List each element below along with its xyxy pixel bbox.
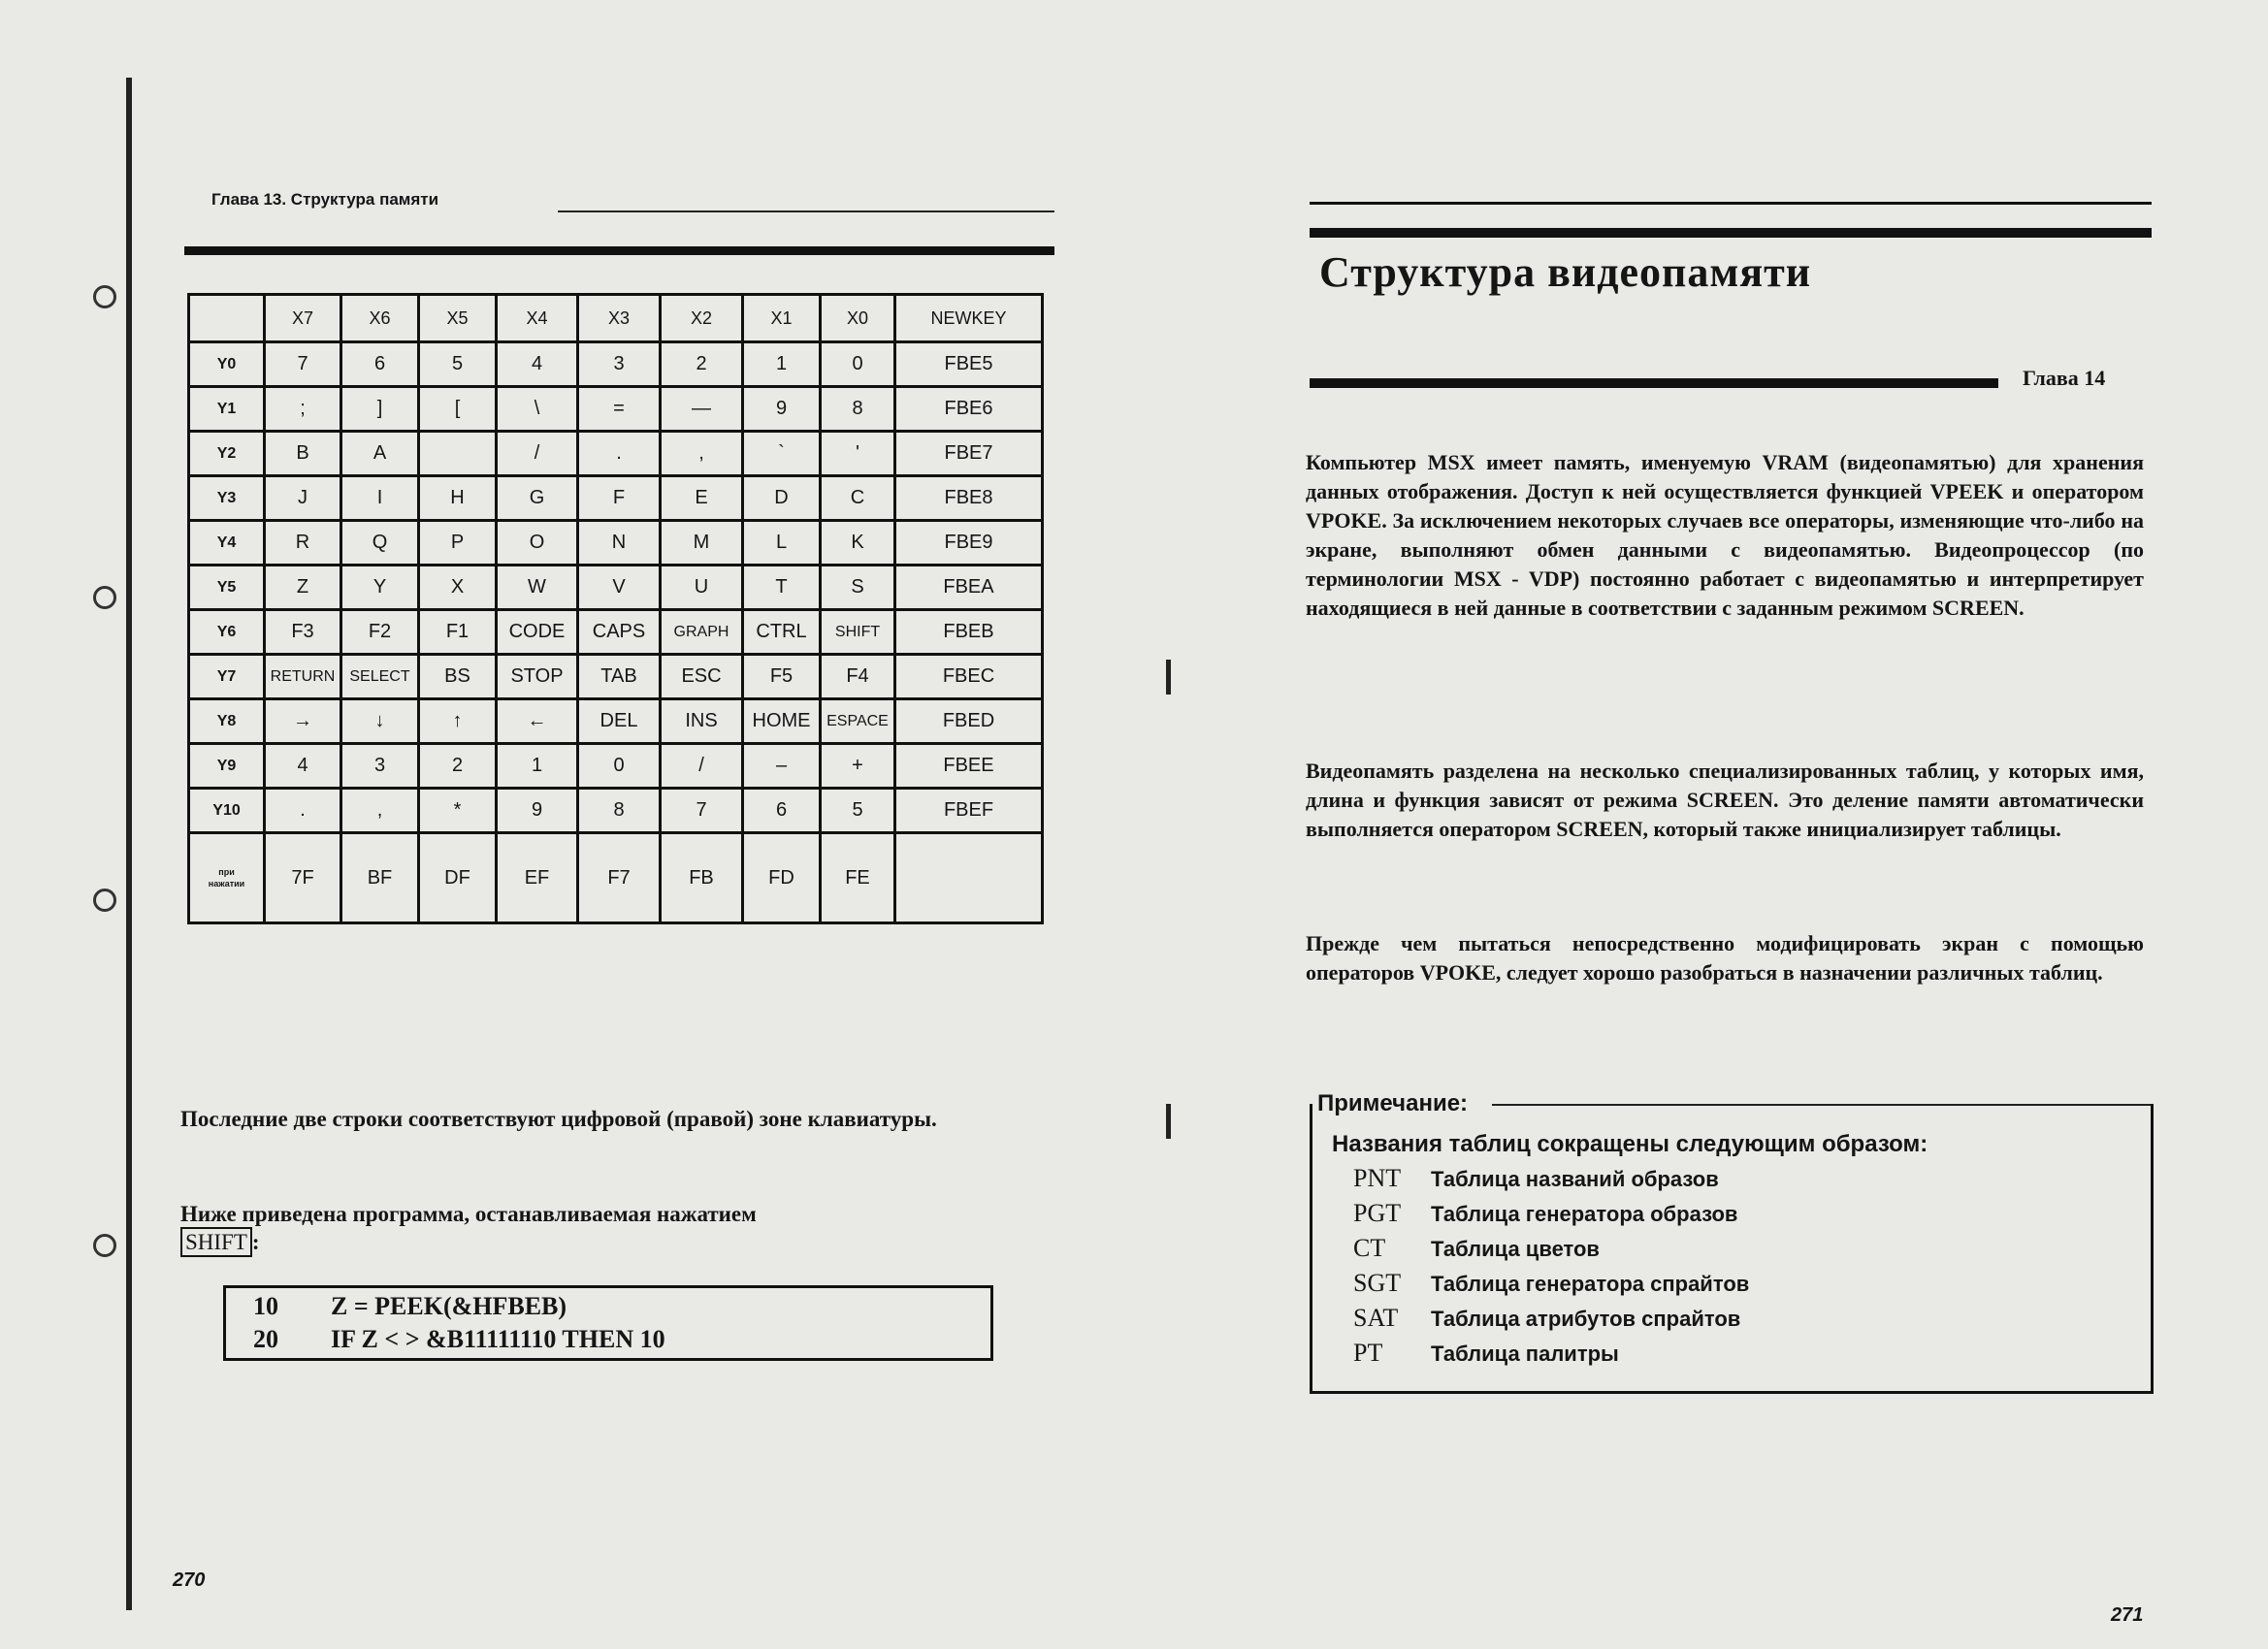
table-cell: 6: [743, 789, 821, 833]
table-cell: HOME: [743, 699, 821, 744]
table-cell: 3: [341, 744, 419, 789]
table-cell: F5: [743, 655, 821, 699]
row-label: Y6: [189, 610, 265, 655]
code-line: [253, 1325, 665, 1354]
table-cell: 1: [743, 342, 821, 387]
table-cell: DF: [419, 833, 497, 923]
table-cell: FBEC: [895, 655, 1043, 699]
table-cell: H: [419, 476, 497, 521]
header-cell: X7: [265, 295, 341, 342]
table-cell: 4: [265, 744, 341, 789]
table-cell: FBE7: [895, 432, 1043, 476]
keyboard-matrix-table: [187, 293, 1044, 924]
table-cell: 8: [578, 789, 661, 833]
table-cell: U: [661, 566, 743, 610]
header-cell: X2: [661, 295, 743, 342]
table-cell: K: [821, 521, 895, 566]
row-label: Y7: [189, 655, 265, 699]
table-cell: [: [419, 387, 497, 432]
table-cell: F3: [265, 610, 341, 655]
margin-mark: [1166, 660, 1171, 695]
table-row: [189, 610, 1043, 655]
note-text: Таблица цветов: [1431, 1237, 1600, 1261]
table-cell: E: [661, 476, 743, 521]
table-cell: 8: [821, 387, 895, 432]
note-text: Таблица названий образов: [1431, 1167, 1719, 1191]
table-cell: `: [743, 432, 821, 476]
table-cell: 1: [497, 744, 578, 789]
table-cell: T: [743, 566, 821, 610]
table-cell: S: [821, 566, 895, 610]
table-cell: FB: [661, 833, 743, 923]
code-text: Z = PEEK(&HFBEB): [331, 1292, 567, 1320]
header-cell: [189, 295, 265, 342]
table-row: [189, 476, 1043, 521]
table-cell: F4: [821, 655, 895, 699]
table-cell: [895, 833, 1043, 923]
table-cell: FBEA: [895, 566, 1043, 610]
punch-hole: [93, 285, 116, 308]
table-cell: 4: [497, 342, 578, 387]
table-cell: J: [265, 476, 341, 521]
header-cell: X4: [497, 295, 578, 342]
table-cell: SELECT: [341, 655, 419, 699]
table-cell: ;: [265, 387, 341, 432]
line-number: 10: [253, 1292, 278, 1320]
table-cell: 9: [743, 387, 821, 432]
code-listing-box: [223, 1285, 993, 1361]
row-label: Y1: [189, 387, 265, 432]
table-row: [189, 342, 1043, 387]
colon: :: [251, 1230, 260, 1254]
table-cell: D: [743, 476, 821, 521]
row-label-line: нажатии: [208, 879, 245, 889]
header-cell: X3: [578, 295, 661, 342]
punch-hole: [93, 586, 116, 609]
table-cell: 2: [419, 744, 497, 789]
note-item: [1353, 1269, 1749, 1298]
note-abbr: SGT: [1353, 1269, 1402, 1297]
table-cell: 5: [821, 789, 895, 833]
table-cell: W: [497, 566, 578, 610]
page-number: 270: [173, 1569, 206, 1591]
table-cell: F: [578, 476, 661, 521]
title-rule-thin: [1310, 202, 2152, 205]
note-intro: Названия таблиц сокращены следующим образом:: [1332, 1131, 1928, 1157]
table-cell: Q: [341, 521, 419, 566]
header-rule-thick: [184, 246, 1054, 255]
table-cell: A: [341, 432, 419, 476]
table-cell: O: [497, 521, 578, 566]
punch-hole: [93, 1234, 116, 1257]
table-cell: ,: [341, 789, 419, 833]
table-cell: FBE5: [895, 342, 1043, 387]
table-cell: ]: [341, 387, 419, 432]
table-cell: 3: [578, 342, 661, 387]
note-item: [1353, 1199, 1737, 1228]
note-item: [1353, 1339, 1619, 1368]
table-cell: 7: [265, 342, 341, 387]
table-cell: [419, 432, 497, 476]
table-cell: CTRL: [743, 610, 821, 655]
table-cell: FBEB: [895, 610, 1043, 655]
table-cell: FBE9: [895, 521, 1043, 566]
header-cell: X0: [821, 295, 895, 342]
header-cell: X6: [341, 295, 419, 342]
paragraph-tables: Видеопамять разделена на несколько специализированных таблиц, у которых имя, длина и функция зависят от режима SCREEN. Это деление памяти автоматически выполняется оператором SCREEN, который также инициализирует таблицы.: [1306, 759, 2144, 841]
note-abbr: CT: [1353, 1234, 1386, 1262]
margin-mark: [1166, 1104, 1171, 1139]
note-text: Таблица генератора образов: [1431, 1202, 1738, 1226]
table-cell: DEL: [578, 699, 661, 744]
row-label: Y0: [189, 342, 265, 387]
table-cell: L: [743, 521, 821, 566]
table-row: [189, 744, 1043, 789]
table-cell: 7F: [265, 833, 341, 923]
table-cell: CAPS: [578, 610, 661, 655]
table-cell: FBE6: [895, 387, 1043, 432]
row-label: Y4: [189, 521, 265, 566]
shift-key-label: SHIFT: [180, 1227, 252, 1257]
row-label: Y2: [189, 432, 265, 476]
note-text: Таблица палитры: [1431, 1342, 1619, 1366]
paragraph-note: Последние две строки соответствуют цифровой (правой) зоне клавиатуры.: [180, 1107, 937, 1131]
table-cell: CODE: [497, 610, 578, 655]
row-label: Y10: [189, 789, 265, 833]
table-row: [189, 699, 1043, 744]
table-cell: –: [743, 744, 821, 789]
row-label: Y8: [189, 699, 265, 744]
table-row: [189, 521, 1043, 566]
table-cell: STOP: [497, 655, 578, 699]
table-cell: ↑: [419, 699, 497, 744]
note-abbr: PNT: [1353, 1164, 1402, 1192]
binding-line: [126, 78, 132, 1610]
table-cell: F2: [341, 610, 419, 655]
table-cell: GRAPH: [661, 610, 743, 655]
table-cell: EF: [497, 833, 578, 923]
punch-hole: [93, 889, 116, 912]
table-cell: 5: [419, 342, 497, 387]
line-number: 20: [253, 1325, 278, 1353]
row-label: Y5: [189, 566, 265, 610]
table-cell: \: [497, 387, 578, 432]
note-abbr: SAT: [1353, 1304, 1399, 1332]
table-cell: FE: [821, 833, 895, 923]
table-cell: X: [419, 566, 497, 610]
table-cell: ,: [661, 432, 743, 476]
note-text: Таблица атрибутов спрайтов: [1431, 1307, 1741, 1331]
chapter-rule: [1310, 378, 1998, 388]
table-cell: —: [661, 387, 743, 432]
table-row: [189, 566, 1043, 610]
table-cell: .: [265, 789, 341, 833]
paragraph-program-intro: [180, 1201, 757, 1257]
table-cell: P: [419, 521, 497, 566]
note-item: [1353, 1164, 1719, 1193]
note-abbr: PT: [1353, 1339, 1383, 1367]
table-cell: FBE8: [895, 476, 1043, 521]
header-rule: [558, 210, 1054, 212]
table-cell: .: [578, 432, 661, 476]
table-cell: F7: [578, 833, 661, 923]
page-number: 271: [2111, 1604, 2144, 1626]
table-cell: G: [497, 476, 578, 521]
table-row: [189, 387, 1043, 432]
table-cell: BS: [419, 655, 497, 699]
table-cell: N: [578, 521, 661, 566]
table-cell: BF: [341, 833, 419, 923]
note-abbr: PGT: [1353, 1199, 1402, 1227]
table-cell: R: [265, 521, 341, 566]
table-row: [189, 432, 1043, 476]
note-box: [1310, 1104, 2154, 1394]
note-item: [1353, 1234, 1600, 1263]
title-rule-thick: [1310, 228, 2152, 238]
table-row: [189, 655, 1043, 699]
running-head: Глава 13. Структура памяти: [211, 190, 439, 209]
header-cell: NEWKEY: [895, 295, 1043, 342]
note-label: Примечание:: [1317, 1090, 1469, 1116]
table-cell: B: [265, 432, 341, 476]
paragraph-intro: Компьютер MSX имеет память, именуемую VRAM (видеопамятью) для хранения данных отображения. Доступ к ней осуществляется функцией VPEEK и оператором VPOKE. За исключением некоторых случаев все операторы, изменяющие что-либо на экране, выполняют обмен данными с видеопамятью. Видеопроцессор (по терминологии MSX - VDP) постоянно работает с видеопамятью и интерпретирует находящиеся в ней данные в соответствии с заданным режимом SCREEN.: [1306, 450, 2144, 620]
table-cell: INS: [661, 699, 743, 744]
chapter-label: Глава 14: [2023, 366, 2106, 390]
note-text: Таблица генератора спрайтов: [1431, 1272, 1750, 1296]
table-cell: SHIFT: [821, 610, 895, 655]
code-text: IF Z < > &B11111110 THEN 10: [331, 1325, 665, 1353]
table-cell: =: [578, 387, 661, 432]
table-cell: /: [661, 744, 743, 789]
table-cell: Y: [341, 566, 419, 610]
table-header-row: [189, 295, 1043, 342]
table-cell: C: [821, 476, 895, 521]
row-label: Y3: [189, 476, 265, 521]
header-cell: X1: [743, 295, 821, 342]
table-cell: ←: [497, 699, 578, 744]
table-cell: FBED: [895, 699, 1043, 744]
table-cell: ': [821, 432, 895, 476]
note-item: [1353, 1304, 1740, 1333]
table-cell: +: [821, 744, 895, 789]
table-row-press: [189, 833, 1043, 923]
paragraph-vpoke: Прежде чем пытаться непосредственно модифицировать экран с помощью операторов VPOKE, следует хорошо разобраться в назначении различных таблиц.: [1306, 931, 2144, 985]
table-cell: ESPACE: [821, 699, 895, 744]
table-cell: F1: [419, 610, 497, 655]
table-cell: ESC: [661, 655, 743, 699]
row-label-line: при: [218, 867, 235, 877]
table-cell: →: [265, 699, 341, 744]
table-cell: 0: [821, 342, 895, 387]
table-cell: 0: [578, 744, 661, 789]
table-cell: M: [661, 521, 743, 566]
table-cell: 6: [341, 342, 419, 387]
table-row: [189, 789, 1043, 833]
table-cell: ↓: [341, 699, 419, 744]
table-body: [189, 342, 1043, 833]
row-label: Y9: [189, 744, 265, 789]
table-cell: FBEF: [895, 789, 1043, 833]
table-cell: Z: [265, 566, 341, 610]
header-cell: X5: [419, 295, 497, 342]
table-cell: FD: [743, 833, 821, 923]
table-cell: I: [341, 476, 419, 521]
row-label-press: [189, 833, 265, 923]
table-cell: *: [419, 789, 497, 833]
table-cell: 7: [661, 789, 743, 833]
table-cell: V: [578, 566, 661, 610]
table-cell: TAB: [578, 655, 661, 699]
program-intro-text: Ниже приведена программа, останавливаемая нажатием: [180, 1202, 757, 1226]
code-line: [253, 1292, 567, 1321]
table-cell: /: [497, 432, 578, 476]
table-cell: RETURN: [265, 655, 341, 699]
table-cell: FBEE: [895, 744, 1043, 789]
chapter-title: Структура видеопамяти: [1319, 248, 1812, 296]
table-cell: 9: [497, 789, 578, 833]
table-cell: 2: [661, 342, 743, 387]
